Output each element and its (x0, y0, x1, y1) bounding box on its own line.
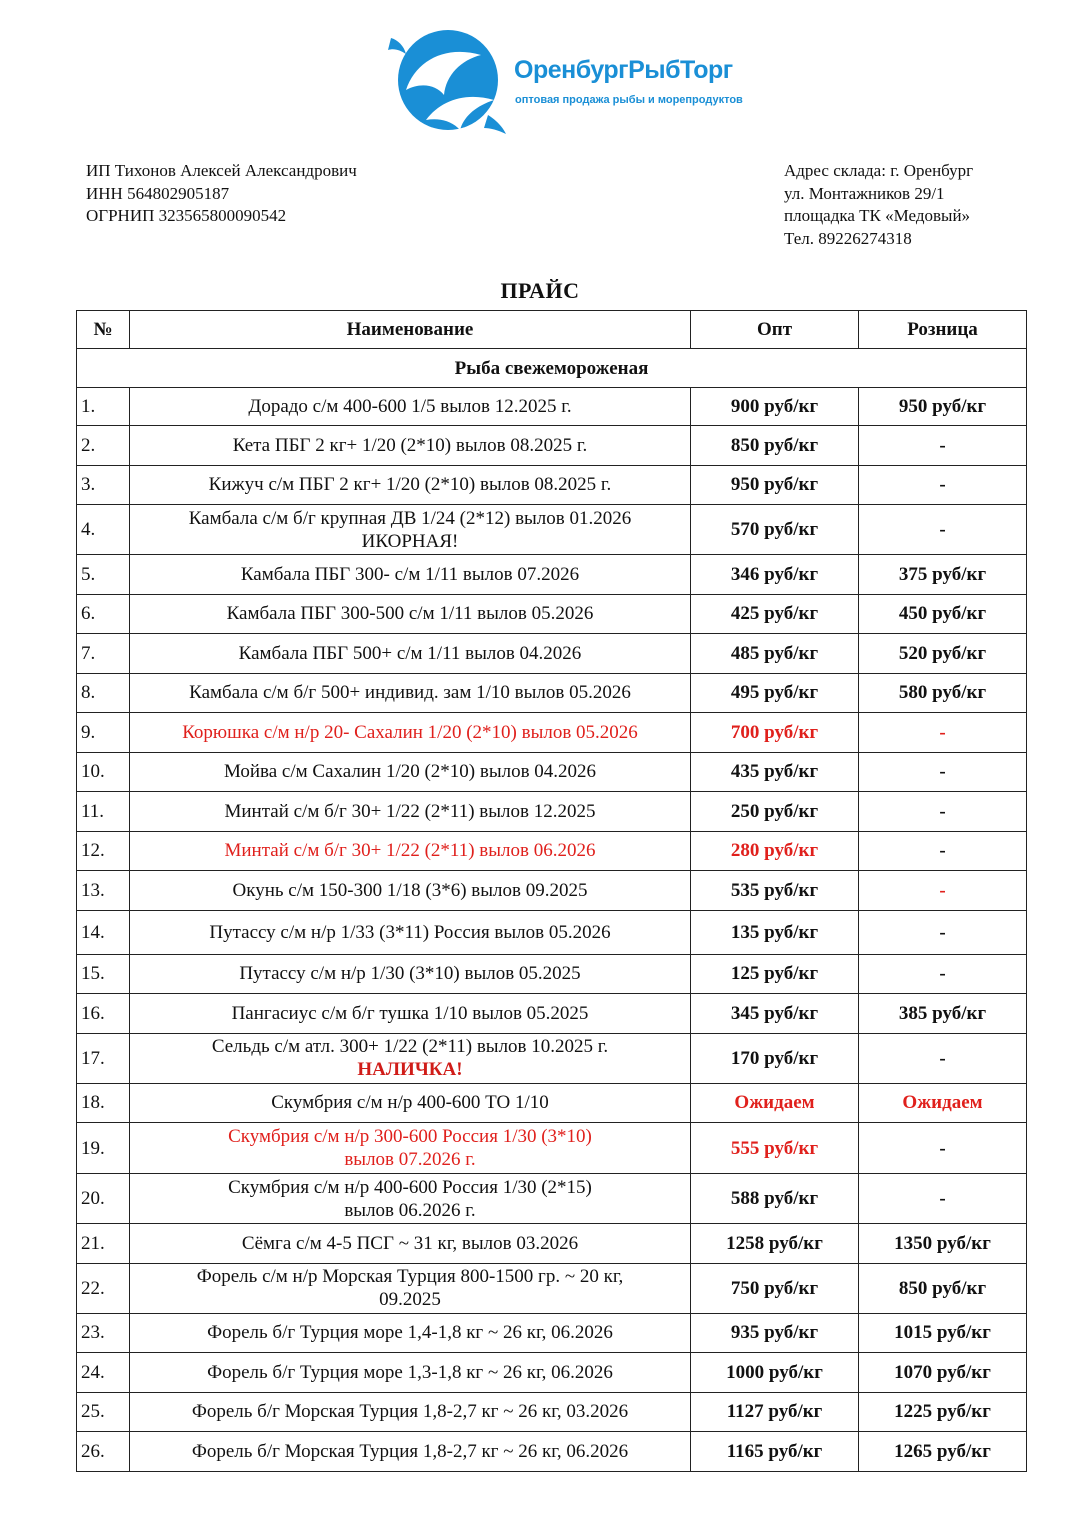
row-number: 18. (77, 1083, 130, 1123)
row-number: 19. (77, 1123, 130, 1174)
row-name-line: вылов 06.2026 г. (344, 1199, 476, 1221)
fish-logo-icon (386, 20, 516, 138)
row-opt-price: 555 руб/кг (691, 1123, 859, 1174)
row-opt-price: 1165 руб/кг (691, 1432, 859, 1472)
row-name (130, 505, 691, 555)
row-name (130, 388, 691, 426)
row-opt-price: 425 руб/кг (691, 594, 859, 634)
row-retail-price: 520 руб/кг (859, 634, 1027, 674)
row-name (130, 1174, 691, 1224)
row-retail-price: Ожидаем (859, 1083, 1027, 1123)
table-row (77, 388, 1027, 426)
row-retail-price: - (859, 1174, 1027, 1224)
table-row (77, 465, 1027, 505)
table-row (77, 752, 1027, 792)
row-opt-price: 700 руб/кг (691, 713, 859, 753)
row-name (130, 792, 691, 832)
row-name (130, 594, 691, 634)
row-opt-price: 135 руб/кг (691, 910, 859, 954)
row-name (130, 1353, 691, 1393)
row-number: 7. (77, 634, 130, 674)
table-row (77, 1174, 1027, 1224)
table-row (77, 594, 1027, 634)
row-opt-price: 435 руб/кг (691, 752, 859, 792)
row-opt-price: 935 руб/кг (691, 1313, 859, 1353)
row-name (130, 426, 691, 466)
row-number: 6. (77, 594, 130, 634)
logo-name: ОренбургРыбТорг (514, 56, 733, 84)
row-retail-price: - (859, 713, 1027, 753)
row-name-line: Форель с/м н/р Морская Турция 800-1500 гр. ~ 20 кг, (196, 1266, 624, 1287)
row-name (130, 831, 691, 871)
header-name: Наименование (130, 311, 691, 349)
row-number: 25. (77, 1392, 130, 1432)
row-opt-price: 485 руб/кг (691, 634, 859, 674)
row-name-line: Скумбрия с/м н/р 400-600 ТО 1/10 (271, 1092, 549, 1114)
row-name-line: Кета ПБГ 2 кг+ 1/20 (2*10) вылов 08.2025 г. (232, 434, 588, 456)
row-name-line: Пангасиус с/м б/г тушка 1/10 вылов 05.2025 (231, 1002, 589, 1024)
table-row (77, 1392, 1027, 1432)
row-number: 4. (77, 505, 130, 555)
row-name (130, 1123, 691, 1174)
row-number: 8. (77, 673, 130, 713)
table-header-row (77, 311, 1027, 349)
row-name (130, 713, 691, 753)
table-row (77, 1432, 1027, 1472)
row-opt-price: 535 руб/кг (691, 871, 859, 911)
table-row (77, 505, 1027, 555)
row-name (130, 954, 691, 994)
row-name (130, 673, 691, 713)
table-row (77, 1313, 1027, 1353)
header-num: № (77, 311, 130, 349)
row-number: 10. (77, 752, 130, 792)
row-retail-price: - (859, 465, 1027, 505)
row-name (130, 1313, 691, 1353)
table-row (77, 1033, 1027, 1083)
row-name-line: Камбала ПБГ 500+ с/м 1/11 вылов 04.2026 (238, 642, 582, 664)
header-retail: Розница (859, 311, 1027, 349)
table-row (77, 1263, 1027, 1313)
company-logo (386, 20, 743, 138)
row-retail-price: 850 руб/кг (859, 1263, 1027, 1313)
row-opt-price: 1258 руб/кг (691, 1224, 859, 1264)
table-row (77, 426, 1027, 466)
row-name-line: Скумбрия с/м н/р 300-600 Россия 1/30 (3*10) (228, 1126, 592, 1147)
row-retail-price: - (859, 752, 1027, 792)
row-number: 21. (77, 1224, 130, 1264)
row-retail-price: - (859, 831, 1027, 871)
row-name (130, 555, 691, 595)
table-row (77, 555, 1027, 595)
row-name-line: вылов 07.2026 г. (344, 1149, 476, 1170)
table-row (77, 713, 1027, 753)
table-row (77, 1224, 1027, 1264)
row-retail-price: - (859, 792, 1027, 832)
row-name (130, 1033, 691, 1083)
section-title: Рыба свежемороженая (77, 349, 1027, 388)
row-number: 5. (77, 555, 130, 595)
row-opt-price: Ожидаем (691, 1083, 859, 1123)
row-retail-price: - (859, 871, 1027, 911)
warehouse-street: ул. Монтажников 29/1 (784, 183, 945, 203)
row-number: 24. (77, 1353, 130, 1393)
row-name-line: Дорадо с/м 400-600 1/5 вылов 12.2025 г. (248, 396, 572, 417)
row-opt-price: 570 руб/кг (691, 505, 859, 555)
row-number: 13. (77, 871, 130, 911)
row-retail-price: 450 руб/кг (859, 594, 1027, 634)
row-name-line: Кижуч с/м ПБГ 2 кг+ 1/20 (2*10) вылов 08.2025 г. (208, 474, 612, 496)
row-name-line: Скумбрия с/м н/р 400-600 Россия 1/30 (2*15) (228, 1176, 592, 1198)
header-opt: Опт (691, 311, 859, 349)
row-name-line: Путассу с/м н/р 1/33 (3*11) Россия вылов 05.2026 (209, 921, 611, 943)
row-retail-price: - (859, 954, 1027, 994)
row-number: 3. (77, 465, 130, 505)
row-name (130, 871, 691, 911)
row-number: 23. (77, 1313, 130, 1353)
row-opt-price: 1000 руб/кг (691, 1353, 859, 1393)
table-row (77, 910, 1027, 954)
table-row (77, 1123, 1027, 1174)
row-opt-price: 495 руб/кг (691, 673, 859, 713)
row-name-line: Форель б/г Турция море 1,4-1,8 кг ~ 26 кг, 06.2026 (207, 1322, 613, 1344)
row-name (130, 1263, 691, 1313)
row-name (130, 910, 691, 954)
row-retail-price: 580 руб/кг (859, 673, 1027, 713)
row-name-line: Камбала ПБГ 300- с/м 1/11 вылов 07.2026 (240, 563, 580, 585)
row-opt-price: 750 руб/кг (691, 1263, 859, 1313)
table-row (77, 673, 1027, 713)
row-name-line: Камбала с/м б/г крупная ДВ 1/24 (2*12) вылов 01.2026 (188, 507, 632, 529)
row-retail-price: - (859, 505, 1027, 555)
row-name (130, 1083, 691, 1123)
row-name (130, 465, 691, 505)
row-name-line: Сёмга с/м 4-5 ПСГ ~ 31 кг, вылов 03.2026 (241, 1232, 579, 1254)
seller-info (86, 160, 357, 228)
row-number: 14. (77, 910, 130, 954)
row-number: 9. (77, 713, 130, 753)
row-name (130, 994, 691, 1034)
row-name-line: Форель б/г Морская Турция 1,8-2,7 кг ~ 26 кг, 03.2026 (191, 1401, 629, 1423)
row-retail-price: - (859, 1033, 1027, 1083)
section-row (77, 349, 1027, 388)
row-retail-price: 385 руб/кг (859, 994, 1027, 1034)
row-retail-price: - (859, 426, 1027, 466)
row-name-line: Корюшка с/м н/р 20- Сахалин 1/20 (2*10) вылов 05.2026 (182, 721, 638, 743)
row-name-line: Форель б/г Турция море 1,3-1,8 кг ~ 26 кг, 06.2026 (207, 1361, 613, 1383)
warehouse-site: площадка ТК «Медовый» (784, 206, 971, 225)
row-name-line: Форель б/г Морская Турция 1,8-2,7 кг ~ 26 кг, 06.2026 (191, 1440, 629, 1462)
table-row (77, 871, 1027, 911)
row-opt-price: 280 руб/кг (691, 831, 859, 871)
row-opt-price: 588 руб/кг (691, 1174, 859, 1224)
row-name (130, 1224, 691, 1264)
row-number: 12. (77, 831, 130, 871)
table-row (77, 1353, 1027, 1393)
warehouse-city: Адрес склада: г. Оренбург (784, 161, 974, 180)
row-opt-price: 345 руб/кг (691, 994, 859, 1034)
row-name (130, 752, 691, 792)
warehouse-phone: Тел. 89226274318 (784, 228, 912, 248)
row-number: 11. (77, 792, 130, 832)
row-opt-price: 900 руб/кг (691, 388, 859, 426)
row-name (130, 1392, 691, 1432)
row-opt-price: 850 руб/кг (691, 426, 859, 466)
row-retail-price: 1225 руб/кг (859, 1392, 1027, 1432)
row-opt-price: 250 руб/кг (691, 792, 859, 832)
row-number: 22. (77, 1263, 130, 1313)
row-name-line: Минтай с/м б/г 30+ 1/22 (2*11) вылов 12.2025 (224, 800, 596, 822)
row-name-line: Камбала ПБГ 300-500 с/м 1/11 вылов 05.2026 (226, 603, 594, 625)
table-row (77, 831, 1027, 871)
row-number: 26. (77, 1432, 130, 1472)
table-row (77, 1083, 1027, 1123)
seller-ogrnip: ОГРНИП 323565800090542 (86, 206, 287, 225)
row-number: 17. (77, 1033, 130, 1083)
row-name-line: Окунь с/м 150-300 1/18 (3*6) вылов 09.2025 (232, 879, 588, 901)
row-retail-price: 950 руб/кг (859, 388, 1027, 426)
row-name-line: 09.2025 (379, 1289, 441, 1310)
row-name (130, 634, 691, 674)
row-retail-price: 375 руб/кг (859, 555, 1027, 595)
row-retail-price: 1015 руб/кг (859, 1313, 1027, 1353)
row-retail-price: - (859, 910, 1027, 954)
row-opt-price: 170 руб/кг (691, 1033, 859, 1083)
table-row (77, 634, 1027, 674)
warehouse-info (784, 160, 973, 250)
row-name-line: Минтай с/м б/г 30+ 1/22 (2*11) вылов 06.2026 (224, 840, 596, 862)
row-name-line: Мойва с/м Сахалин 1/20 (2*10) вылов 04.2026 (223, 761, 597, 783)
row-note: НАЛИЧКА! (357, 1059, 463, 1080)
row-retail-price: - (859, 1123, 1027, 1174)
row-name-line: Сельдь с/м атл. 300+ 1/22 (2*11) вылов 10.2025 г. (211, 1036, 609, 1057)
row-number: 16. (77, 994, 130, 1034)
row-retail-price: 1350 руб/кг (859, 1224, 1027, 1264)
table-row (77, 954, 1027, 994)
row-name (130, 1432, 691, 1472)
table-row (77, 994, 1027, 1034)
row-name-line: Камбала с/м б/г 500+ индивид. зам 1/10 вылов 05.2026 (189, 682, 631, 704)
row-opt-price: 125 руб/кг (691, 954, 859, 994)
row-opt-price: 346 руб/кг (691, 555, 859, 595)
row-number: 2. (77, 426, 130, 466)
row-opt-price: 950 руб/кг (691, 465, 859, 505)
row-retail-price: 1070 руб/кг (859, 1353, 1027, 1393)
row-retail-price: 1265 руб/кг (859, 1432, 1027, 1472)
row-opt-price: 1127 руб/кг (691, 1392, 859, 1432)
table-row (77, 792, 1027, 832)
seller-name: ИП Тихонов Алексей Александрович (86, 161, 357, 180)
page-title: ПРАЙС (500, 278, 580, 303)
row-name-line: Путассу с/м н/р 1/30 (3*10) вылов 05.2025 (239, 963, 581, 985)
row-name-line: ИКОРНАЯ! (361, 530, 459, 552)
seller-inn: ИНН 564802905187 (86, 183, 230, 203)
price-table (76, 310, 1027, 1472)
row-number: 20. (77, 1174, 130, 1224)
logo-tagline: оптовая продажа рыбы и морепродуктов (515, 94, 743, 106)
row-number: 1. (77, 388, 130, 426)
row-number: 15. (77, 954, 130, 994)
